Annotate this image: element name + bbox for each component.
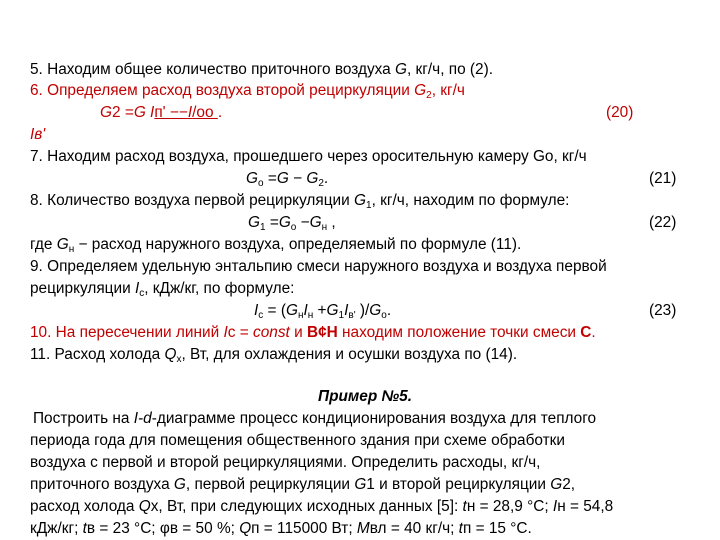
- example-line-6: кДж/кг; tв = 23 °С; φв = 50 %; Qп = 115000 Вт; Mвл = 40 кг/ч; tп = 15 °С.: [30, 520, 532, 537]
- line-where: где $G_н$ − расход наружного воздуха, определяемый по формуле (11).: [30, 236, 522, 255]
- line-step-6: 6. Определяем расход воздуха второй рециркуляции $G_2$, кг/ч: [30, 82, 465, 101]
- line-step-8: 8. Количество воздуха первой рециркуляции $G_1$, кг/ч, находим по формуле:: [30, 192, 570, 211]
- example-line-4: приточного воздуха G, первой рециркуляции G1 и второй рециркуляции G2,: [30, 476, 576, 493]
- formula-22: $G_1 =G_о -G_н$ ,: [248, 214, 336, 233]
- example-line-2: периода года для помещения общественного здания при схеме обработки: [30, 432, 565, 449]
- formula-20-number: (20): [606, 104, 634, 121]
- formula-20-denominator: Iв': [30, 126, 46, 143]
- formula-23: $I_с = (G_нI_н +G_1I_{в'}$ )$/G_о$.: [254, 302, 392, 321]
- formula-21: $G_о =G - G_2$.: [246, 170, 329, 189]
- line-step-5: 5. Находим общее количество приточного воздуха G, кг/ч, по (2).: [30, 61, 494, 78]
- line-step-9-cont: рециркуляции $I_с$, кДж/кг, по формуле:: [30, 280, 295, 299]
- example-line-1: Построить на I-d-диаграмме процесс кондиционирования воздуха для теплого: [33, 410, 597, 427]
- example-line-5: расход холода Qx, Вт, при следующих исходных данных [5]: tн = 28,9 °С; Iн = 54,8: [30, 498, 614, 515]
- line-step-11: 11. Расход холода $Q_х$, Вт, для охлаждения и осушки воздуха по (14).: [30, 346, 518, 365]
- example-title: Пример №5.: [318, 388, 412, 405]
- line-step-7: 7. Находим расход воздуха, прошедшего через оросительную камеру Go, кг/ч: [30, 148, 587, 165]
- formula-23-number: (23): [649, 302, 677, 319]
- line-step-10: 10. На пересечении линий Iс = const и В¢Н находим положение точки смеси С.: [30, 324, 596, 341]
- formula-22-number: (22): [649, 214, 677, 231]
- example-line-3: воздуха с первой и второй рециркуляциями. Определить расходы, кг/ч,: [30, 454, 541, 471]
- formula-21-number: (21): [649, 170, 677, 187]
- formula-20: G2 =G Iп' −−I/oo .: [100, 104, 223, 121]
- line-step-9: 9. Определяем удельную энтальпию смеси наружного воздуха и воздуха первой: [30, 258, 607, 275]
